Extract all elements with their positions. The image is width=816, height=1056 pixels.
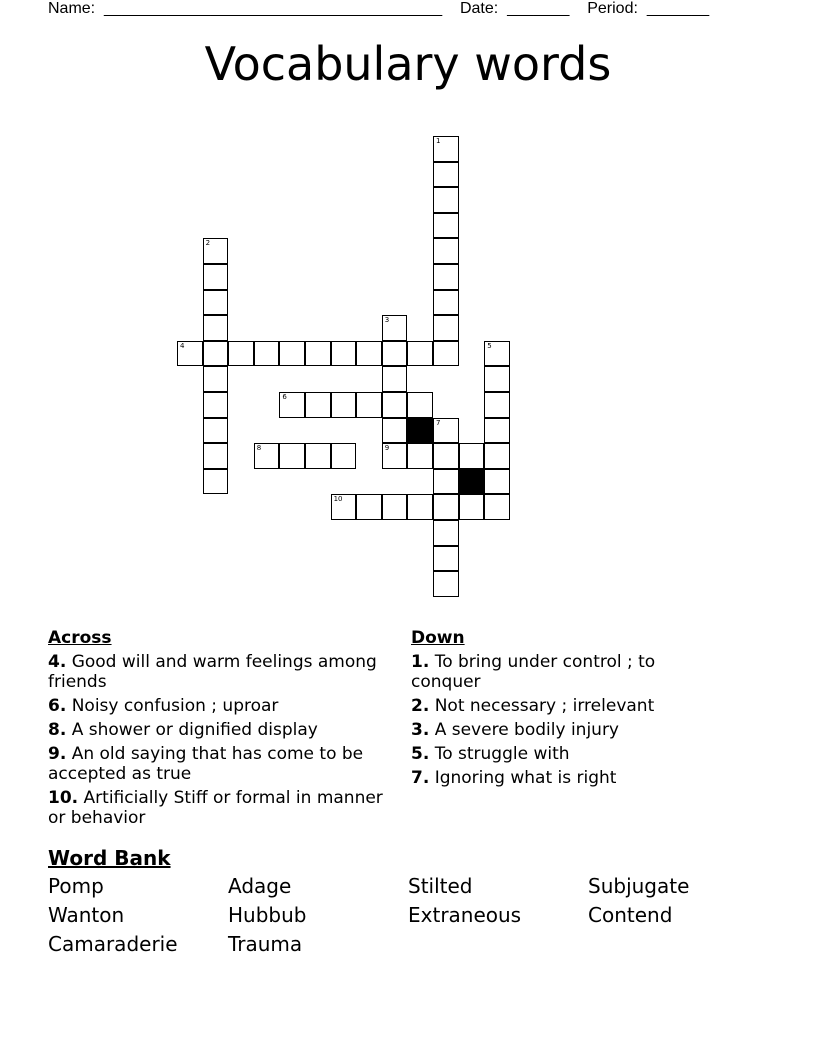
crossword-cell[interactable] — [254, 341, 280, 367]
crossword-cell[interactable] — [407, 443, 433, 469]
period-field-line[interactable]: _______ — [646, 0, 710, 17]
period-label: Period: — [587, 0, 638, 17]
clue-number: 10. — [48, 788, 79, 808]
crossword-cell[interactable] — [433, 469, 459, 495]
clue-number: 4. — [48, 652, 67, 672]
clue-text: Noisy confusion ; uproar — [71, 696, 279, 716]
word-bank-item: Adage — [228, 874, 292, 898]
clue-text: A shower or dignified display — [71, 720, 318, 740]
crossword-cell[interactable] — [305, 341, 331, 367]
name-label: Name: — [48, 0, 96, 17]
crossword-cell[interactable] — [382, 315, 408, 341]
cell-number: 10 — [333, 495, 343, 504]
blocked-cell — [407, 418, 433, 444]
crossword-cell[interactable] — [203, 418, 229, 444]
clue-text: Ignoring what is right — [434, 768, 617, 788]
crossword-cell[interactable] — [177, 341, 203, 367]
cell-number: 9 — [384, 444, 390, 453]
crossword-cell[interactable] — [382, 341, 408, 367]
crossword-cell[interactable] — [484, 366, 510, 392]
clue-number: 8. — [48, 720, 67, 740]
crossword-cell[interactable] — [433, 162, 459, 188]
crossword-cell[interactable] — [407, 392, 433, 418]
crossword-cell[interactable] — [279, 341, 305, 367]
crossword-cell[interactable] — [279, 443, 305, 469]
crossword-cell[interactable] — [305, 443, 331, 469]
crossword-cell[interactable] — [433, 315, 459, 341]
word-bank-item: Extraneous — [408, 903, 522, 927]
cell-number: 7 — [436, 418, 441, 427]
crossword-cell[interactable] — [433, 341, 459, 367]
clue-number: 3. — [411, 720, 430, 740]
word-bank-item: Hubbub — [228, 903, 307, 927]
crossword-cell[interactable] — [484, 418, 510, 444]
date-field-line[interactable]: _______ — [507, 0, 570, 17]
clue-text: To bring under control ; to conquer — [411, 652, 656, 692]
crossword-cell[interactable] — [331, 392, 357, 418]
crossword-cell[interactable] — [331, 443, 357, 469]
page-title: Vocabulary words — [204, 37, 612, 91]
clue-text: Artificially Stiff or formal in manner or behavior — [48, 788, 383, 828]
crossword-cell[interactable] — [305, 392, 331, 418]
crossword-cell[interactable] — [407, 494, 433, 520]
crossword-cell[interactable] — [433, 443, 459, 469]
crossword-cell[interactable] — [203, 315, 229, 341]
cell-number: 5 — [487, 341, 492, 350]
clue-number: 7. — [411, 768, 430, 788]
crossword-cell[interactable] — [331, 494, 357, 520]
crossword-cell[interactable] — [356, 494, 382, 520]
date-label: Date: — [459, 0, 499, 17]
crossword-cell[interactable] — [382, 443, 408, 469]
clue-item — [411, 652, 711, 692]
crossword-cell[interactable] — [254, 443, 280, 469]
clue-text: Good will and warm feelings among friends — [48, 652, 377, 692]
crossword-cell[interactable] — [484, 494, 510, 520]
crossword-cell[interactable] — [484, 443, 510, 469]
clue-item — [48, 652, 388, 692]
crossword-cell[interactable] — [433, 238, 459, 264]
clue-number: 2. — [411, 696, 430, 716]
down-heading: Down — [411, 628, 465, 648]
crossword-cell[interactable] — [356, 341, 382, 367]
clue-text: Not necessary ; irrelevant — [434, 696, 655, 716]
name-field-line[interactable]: ______________________________________ — [104, 0, 443, 17]
clue-item — [411, 744, 711, 764]
crossword-cell[interactable] — [484, 392, 510, 418]
clue-item — [411, 720, 711, 740]
cell-number: 1 — [436, 137, 441, 145]
down-clues — [411, 628, 711, 792]
crossword-cell[interactable] — [433, 213, 459, 239]
across-clues — [48, 628, 388, 832]
word-bank — [48, 874, 768, 957]
crossword-cell[interactable] — [433, 187, 459, 213]
crossword-cell[interactable] — [203, 443, 229, 469]
crossword-cell[interactable] — [203, 392, 229, 418]
crossword-cell[interactable] — [433, 290, 459, 316]
crossword-cell[interactable] — [407, 341, 433, 367]
cell-number: 8 — [256, 444, 262, 453]
crossword-cell[interactable] — [203, 469, 229, 495]
word-bank-item: Camaraderie — [48, 932, 178, 956]
crossword-cell[interactable] — [459, 494, 485, 520]
clue-number: 5. — [411, 744, 430, 764]
crossword-cell[interactable] — [356, 392, 382, 418]
cell-number: 3 — [384, 316, 390, 325]
crossword-cell[interactable] — [484, 341, 510, 367]
clue-item — [411, 768, 711, 788]
crossword-cell[interactable] — [433, 136, 459, 162]
cell-number: 2 — [205, 239, 211, 248]
clue-item — [48, 788, 388, 828]
crossword-cell[interactable] — [382, 494, 408, 520]
blocked-cell — [459, 469, 485, 495]
clue-text: An old saying that has come to be accepted as true — [48, 744, 364, 784]
crossword-cell[interactable] — [382, 418, 408, 444]
clue-text: To struggle with — [434, 744, 570, 764]
crossword-cell[interactable] — [433, 418, 459, 444]
word-bank-item: Wanton — [48, 903, 125, 927]
cell-number: 6 — [282, 393, 287, 401]
clue-number: 6. — [48, 696, 67, 716]
crossword-cell[interactable] — [228, 341, 254, 367]
crossword-cell[interactable] — [203, 366, 229, 392]
word-bank-item: Contend — [588, 903, 673, 927]
crossword-cell[interactable] — [331, 341, 357, 367]
word-bank-item: Trauma — [228, 932, 303, 956]
crossword-cell[interactable] — [433, 546, 459, 572]
crossword-cell[interactable] — [203, 238, 229, 264]
clue-item — [411, 696, 711, 716]
clue-item — [48, 696, 388, 716]
crossword-cell[interactable] — [203, 341, 229, 367]
crossword-cell[interactable] — [459, 443, 485, 469]
clue-text: A severe bodily injury — [434, 720, 619, 740]
cell-number: 4 — [180, 341, 185, 350]
word-bank-heading: Word Bank — [48, 846, 171, 870]
crossword-cell[interactable] — [203, 264, 229, 290]
word-bank-item: Stilted — [408, 874, 473, 898]
clue-item — [48, 744, 388, 784]
word-bank-item: Subjugate — [588, 874, 690, 898]
crossword-cell[interactable] — [382, 366, 408, 392]
crossword-cell[interactable] — [382, 392, 408, 418]
crossword-cell[interactable] — [203, 290, 229, 316]
crossword-cell[interactable] — [279, 392, 305, 418]
crossword-cell[interactable] — [484, 469, 510, 495]
clue-number: 9. — [48, 744, 67, 764]
crossword-cell[interactable] — [433, 520, 459, 546]
clue-number: 1. — [411, 652, 430, 672]
crossword-cell[interactable] — [433, 571, 459, 597]
crossword-cell[interactable] — [433, 494, 459, 520]
crossword-cell[interactable] — [433, 264, 459, 290]
word-bank-item: Pomp — [48, 874, 104, 898]
across-heading: Across — [48, 628, 112, 648]
clue-item — [48, 720, 388, 740]
